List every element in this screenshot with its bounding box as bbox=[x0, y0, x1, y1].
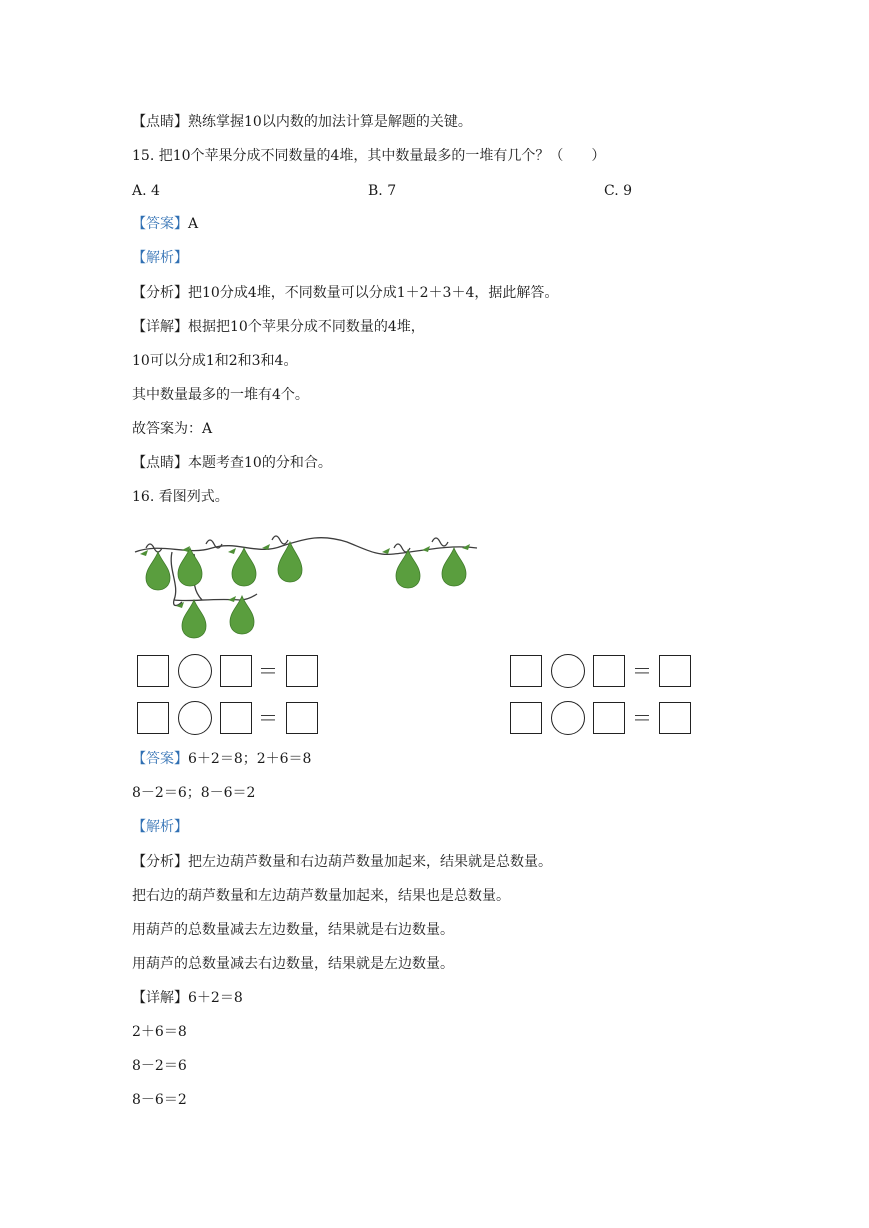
q16-step-4: 8－6＝2 bbox=[132, 1092, 187, 1108]
operator-circle[interactable] bbox=[178, 654, 212, 688]
gourd-left-5 bbox=[182, 600, 206, 638]
q15-answer-value: A bbox=[188, 216, 199, 232]
q15-step-3: 其中数量最多的一堆有4个。 bbox=[132, 387, 309, 403]
q16-xiangjie bbox=[132, 988, 243, 1008]
blank-box[interactable] bbox=[659, 702, 691, 734]
blank-box[interactable] bbox=[137, 655, 169, 687]
blank-box[interactable] bbox=[220, 702, 252, 734]
equals-sign: ＝ bbox=[632, 659, 652, 683]
blank-box[interactable] bbox=[593, 655, 625, 687]
lower-vine bbox=[174, 594, 257, 601]
q16-answer-tag: 【答案】 bbox=[132, 751, 188, 767]
q15-dianjing-tag: 【点睛】 bbox=[132, 455, 188, 471]
q15-fenxi bbox=[132, 283, 558, 303]
q14-tip bbox=[132, 112, 472, 132]
q15-analysis-tag: 【解析】 bbox=[132, 250, 188, 266]
q16-answer bbox=[132, 749, 311, 769]
operator-circle[interactable] bbox=[178, 701, 212, 735]
q16-analysis-tag: 【解析】 bbox=[132, 819, 188, 835]
q16-xiangjie-text: 6＋2＝8 bbox=[188, 990, 243, 1006]
q16-answer-line1: 6＋2＝8；2＋6＝8 bbox=[188, 751, 312, 767]
q16-fenxi-tag: 【分析】 bbox=[132, 854, 188, 870]
q15-option-a: A. 4 bbox=[132, 183, 160, 199]
gourd-right-1 bbox=[396, 550, 420, 588]
blank-box[interactable] bbox=[510, 655, 542, 687]
equals-sign: ＝ bbox=[258, 706, 278, 730]
q14-tip-text: 熟练掌握10以内数的加法计算是解题的关键。 bbox=[188, 114, 472, 130]
q16-fenxi-4: 用葫芦的总数量减去右边数量，结果就是左边数量。 bbox=[132, 956, 454, 972]
q15-fenxi-text: 把10分成4堆，不同数量可以分成1＋2＋3＋4，据此解答。 bbox=[188, 285, 559, 301]
q15-fenxi-tag: 【分析】 bbox=[132, 285, 188, 301]
q16-fenxi-2: 把右边的葫芦数量和左边葫芦数量加起来，结果也是总数量。 bbox=[132, 888, 510, 904]
q16-xiangjie-tag: 【详解】 bbox=[132, 990, 188, 1006]
q15-stem: 15. 把10个苹果分成不同数量的4堆，其中数量最多的一堆有几个？（ ） bbox=[132, 148, 606, 164]
gourd-right-2 bbox=[442, 548, 466, 586]
equals-sign: ＝ bbox=[632, 706, 652, 730]
blank-box[interactable] bbox=[220, 655, 252, 687]
main-vine bbox=[135, 538, 477, 555]
blank-box[interactable] bbox=[137, 702, 169, 734]
q15-dianjing bbox=[132, 453, 332, 473]
q15-step-2: 10可以分成1和2和3和4。 bbox=[132, 353, 298, 369]
gourd-left-1 bbox=[146, 552, 170, 590]
q15-option-b: B. 7 bbox=[368, 183, 397, 199]
q15-answer-tag: 【答案】 bbox=[132, 216, 188, 232]
blank-box[interactable] bbox=[286, 655, 318, 687]
blank-box[interactable] bbox=[510, 702, 542, 734]
q15-xiangjie-tag: 【详解】 bbox=[132, 319, 188, 335]
q14-tip-tag: 【点睛】 bbox=[132, 114, 188, 130]
q16-fenxi-text: 把左边葫芦数量和右边葫芦数量加起来，结果就是总数量。 bbox=[188, 854, 552, 870]
q16-fenxi-3: 用葫芦的总数量减去左边数量，结果就是右边数量。 bbox=[132, 922, 454, 938]
blank-box[interactable] bbox=[286, 702, 318, 734]
gourd-left-2 bbox=[178, 548, 202, 586]
q15-dianjing-text: 本题考查10的分和合。 bbox=[188, 455, 332, 471]
equals-sign: ＝ bbox=[258, 659, 278, 683]
q15-xiangjie bbox=[132, 317, 425, 337]
blank-box[interactable] bbox=[593, 702, 625, 734]
q16-stem: 16. 看图列式。 bbox=[132, 489, 229, 505]
gourd-vine-illustration bbox=[132, 530, 482, 640]
gourd-left-4 bbox=[278, 542, 302, 582]
q15-xiangjie-text: 根据把10个苹果分成不同数量的4堆， bbox=[188, 319, 425, 335]
q15-step-4: 故答案为：A bbox=[132, 421, 213, 437]
q16-step-2: 2＋6＝8 bbox=[132, 1024, 187, 1040]
q16-step-3: 8－2＝6 bbox=[132, 1058, 187, 1074]
operator-circle[interactable] bbox=[551, 654, 585, 688]
q15-answer bbox=[132, 214, 198, 234]
q16-fenxi bbox=[132, 852, 552, 872]
gourd-left-3 bbox=[232, 548, 256, 586]
operator-circle[interactable] bbox=[551, 701, 585, 735]
q16-answer-line2: 8－2＝6；8－6＝2 bbox=[132, 785, 256, 801]
blank-box[interactable] bbox=[659, 655, 691, 687]
q15-option-c: C. 9 bbox=[604, 183, 633, 199]
